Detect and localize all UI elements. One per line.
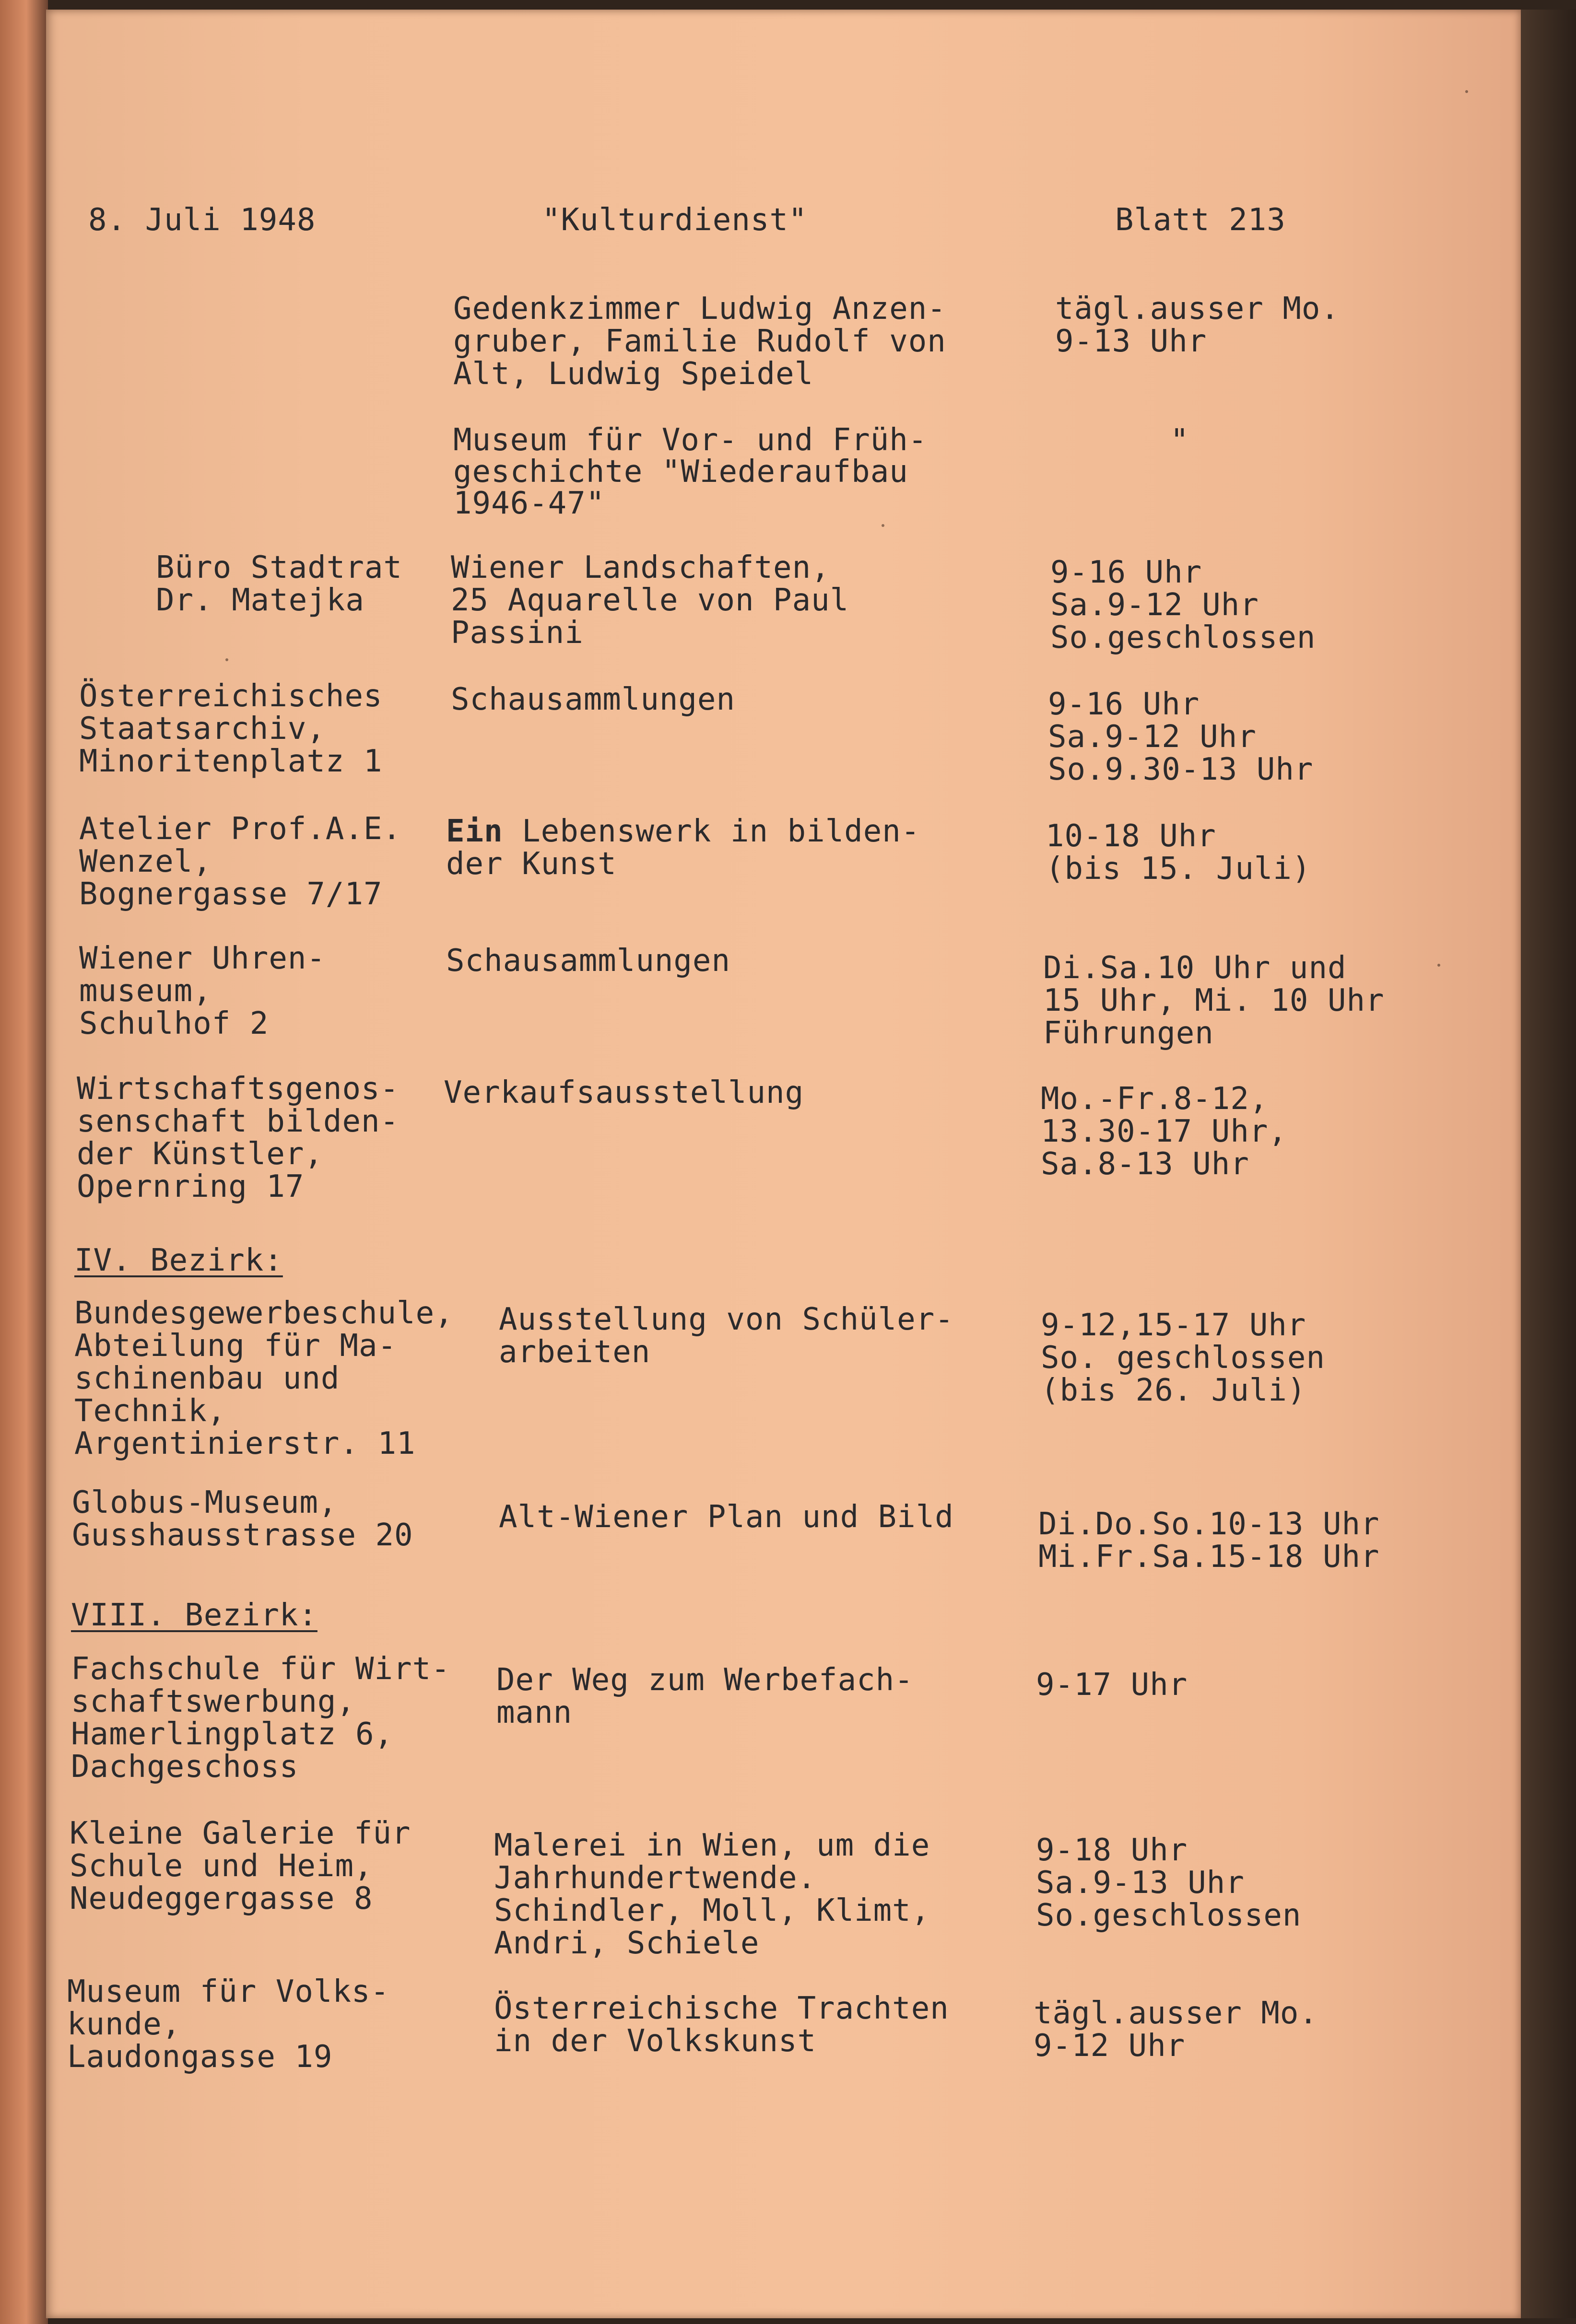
header-publication: "Kulturdienst" (542, 202, 808, 238)
exhibition-bold-word: Ein (446, 814, 503, 849)
paper-speck (882, 524, 884, 527)
entry-exhibition: Wiener Landschaften, 25 Aquarelle von Paul Passini (451, 550, 849, 651)
entry-exhibition: Malerei in Wien, um die Jahrhundertwende. Schindler, Moll, Klimt, Andri, Schiele (494, 1828, 930, 1961)
entry-hours: Di.Do.So.10-13 Uhr Mi.Fr.Sa.15-18 Uhr (1038, 1507, 1380, 1575)
entry-hours: tägl.ausser Mo. 9-12 Uhr (1034, 1996, 1318, 2064)
paper-speck (1437, 964, 1440, 967)
entry-place: Atelier Prof.A.E. Wenzel, Bognergasse 7/17 (79, 811, 402, 912)
entry-exhibition (453, 424, 927, 519)
entry-hours: 9-17 Uhr (1036, 1667, 1188, 1703)
entry-place: Österreichisches Staatsarchiv, Minoritenplatz 1 (79, 678, 383, 779)
exhibition-text: Lebenswerk in bilden- der Kunst (446, 814, 920, 882)
entry-hours: 9-12,15-17 Uhr So. geschlossen (bis 26. Juli) (1041, 1308, 1325, 1408)
section-heading-viii: VIII. Bezirk: (71, 1598, 318, 1633)
entry-hours: 9-16 Uhr Sa.9-12 Uhr So.geschlossen (1050, 555, 1316, 655)
entry-place: Wiener Uhren- museum, Schulhof 2 (79, 941, 326, 1041)
entry-hours: " (1170, 423, 1189, 458)
entry-place: Kleine Galerie für Schule und Heim, Neudeggergasse 8 (70, 1816, 411, 1916)
header-date: 8. Juli 1948 (88, 202, 316, 238)
entry-exhibition: Alt-Wiener Plan und Bild (499, 1499, 954, 1535)
entry-exhibition (446, 815, 920, 880)
entry-hours: 10-18 Uhr (bis 15. Juli) (1046, 818, 1311, 887)
entry-place: Bundesgewerbeschule, Abteilung für Ma- schinenbau und Technik, Argentinierstr. 11 (74, 1296, 454, 1461)
entry-place: Wirtschaftsgenos- senschaft bilden- der Künstler, Opernring 17 (77, 1071, 400, 1204)
paper-speck (1465, 90, 1468, 93)
entry-exhibition: Gedenkzimmer Ludwig Anzen- gruber, Familie Rudolf von Alt, Ludwig Speidel (453, 291, 946, 392)
entry-hours: 9-18 Uhr Sa.9-13 Uhr So.geschlossen (1036, 1833, 1302, 1933)
paper-speck (225, 658, 228, 661)
entry-place: Büro Stadtrat Dr. Matejka (156, 550, 402, 618)
section-heading-iv: IV. Bezirk: (74, 1243, 283, 1278)
entry-exhibition: Der Weg zum Werbefach- mann (496, 1662, 914, 1730)
entry-exhibition: Schausammlungen (446, 943, 730, 979)
binding-shadow (1521, 10, 1576, 2318)
entry-exhibition: Verkaufsausstellung (444, 1075, 804, 1110)
entry-place: Fachschule für Wirt- schaftswerbung, Hamerlingplatz 6, Dachgeschoss (71, 1651, 450, 1785)
entry-hours: Di.Sa.10 Uhr und 15 Uhr, Mi. 10 Uhr Führungen (1043, 950, 1385, 1051)
entry-hours: Mo.-Fr.8-12, 13.30-17 Uhr, Sa.8-13 Uhr (1041, 1081, 1287, 1182)
previous-page-edge (0, 0, 48, 2324)
entry-place: Globus-Museum, Gusshausstrasse 20 (72, 1485, 413, 1553)
exhibition-text: Museum für Vor- und Früh- geschichte "Wiederaufbau 1946-47" (453, 422, 928, 521)
entry-exhibition: Österreichische Trachten in der Volkskunst (494, 1991, 949, 2059)
entry-exhibition: Schausammlungen (451, 682, 735, 717)
entry-hours: tägl.ausser Mo. 9-13 Uhr (1055, 291, 1340, 359)
entry-hours: 9-16 Uhr Sa.9-12 Uhr So.9.30-13 Uhr (1048, 687, 1314, 787)
entry-place: Museum für Volks- kunde, Laudongasse 19 (67, 1974, 390, 2075)
header-sheet-number: Blatt 213 (1115, 202, 1286, 238)
entry-exhibition: Ausstellung von Schüler- arbeiten (499, 1302, 954, 1370)
